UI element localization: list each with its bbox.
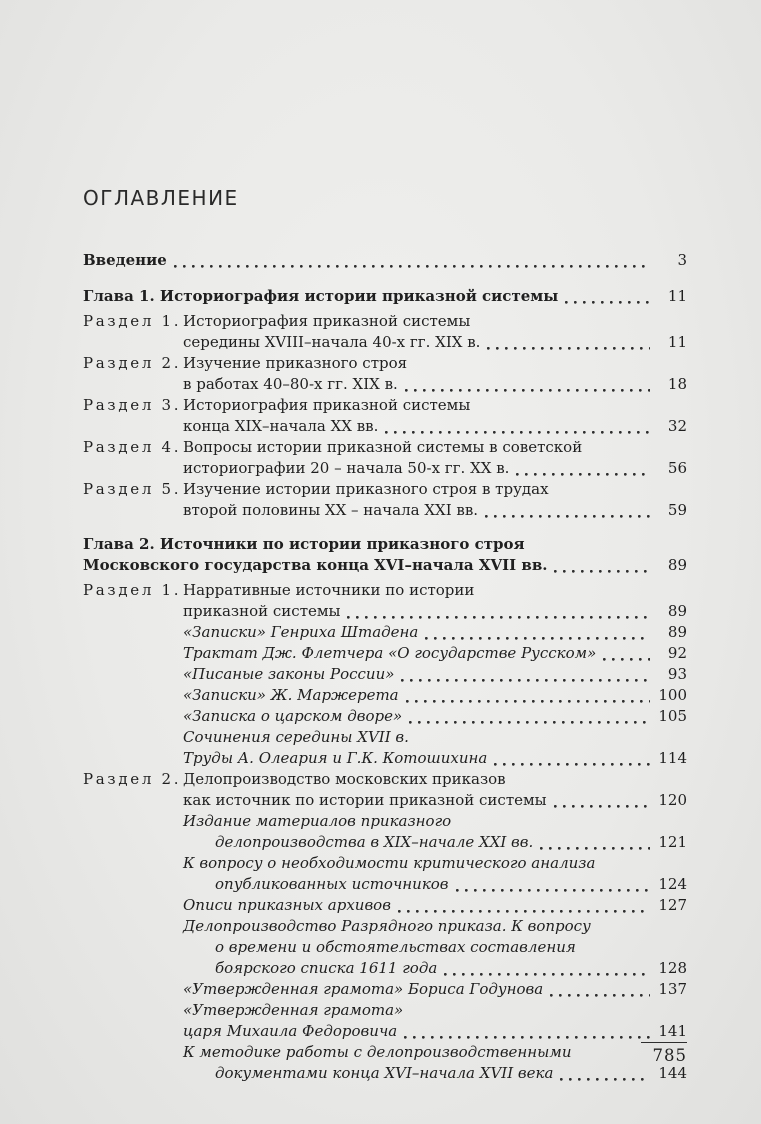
toc-entry (83, 727, 687, 769)
dots-leader (404, 1035, 650, 1039)
toc-entry-text: Вопросы истории приказной системы в советской (183, 438, 583, 456)
toc-page-number: 93 (667, 665, 687, 683)
toc-page-number: 3 (677, 251, 687, 269)
page-number-footer (641, 1042, 687, 1065)
toc-line (183, 353, 687, 374)
toc-page-number: 32 (667, 417, 687, 435)
toc-entry-body (183, 1000, 687, 1042)
toc-line (183, 811, 687, 832)
section-label: Раздел 1. (83, 581, 182, 599)
dots-leader (550, 993, 650, 997)
toc-entry-text: Сочинения середины XVII в. (183, 728, 409, 746)
section-label: Раздел 4. (83, 438, 182, 456)
dots-leader (554, 804, 650, 808)
toc-line (183, 416, 687, 437)
toc-line (183, 458, 687, 479)
toc-entry (83, 311, 687, 353)
toc-entry (83, 580, 687, 622)
toc-line (183, 332, 687, 353)
section-label: Раздел 1. (83, 312, 182, 330)
toc-page-number: 89 (667, 623, 687, 641)
toc-page-number: 128 (658, 959, 687, 977)
toc-entry-body (183, 622, 687, 643)
toc-line (183, 1063, 687, 1084)
toc-entry-text: «Записки» Ж. Маржерета (183, 686, 399, 704)
toc-entry-body (183, 853, 687, 895)
toc-line (183, 1021, 687, 1042)
toc-entry-text: К методике работы с делопроизводственными (183, 1043, 572, 1061)
dots-leader (347, 615, 650, 619)
toc-entry-text: делопроизводства в XIX–начале XXI вв. (215, 833, 534, 851)
dots-leader (540, 846, 650, 850)
toc-entry-text: Глава 2. Источники по истории приказного строя (83, 535, 525, 553)
dots-leader (485, 514, 650, 518)
toc-entry-body (183, 395, 687, 437)
toc-entry-text: второй половины XX – начала XXI вв. (183, 501, 479, 519)
toc-line (183, 706, 687, 727)
toc-entry (83, 353, 687, 395)
toc-entry-body (183, 769, 687, 811)
toc-entry-text: Изучение истории приказного строя в трудах (183, 480, 549, 498)
toc-page-number: 56 (667, 459, 687, 477)
toc-line (183, 748, 687, 769)
toc-entry-body (183, 479, 687, 521)
toc-entry-text: «Утвержденная грамота» (183, 1001, 404, 1019)
toc-page-number: 137 (658, 980, 687, 998)
dots-leader (398, 909, 650, 913)
section-label: Раздел 2. (83, 354, 182, 372)
toc-entry-text: Описи приказных архивов (183, 896, 391, 914)
toc-entry-body (183, 706, 687, 727)
toc-line (183, 916, 687, 937)
toc-line (83, 250, 687, 271)
toc-entry-body (183, 895, 687, 916)
toc-page-number: 11 (667, 287, 687, 305)
toc-entry-text: К вопросу о необходимости критического анализа (183, 854, 596, 872)
toc-line (183, 643, 687, 664)
toc-line (183, 790, 687, 811)
toc-line (83, 555, 687, 576)
toc-page-number: 89 (667, 602, 687, 620)
toc-page-number: 105 (658, 707, 687, 725)
toc-entry-text: Трактат Дж. Флетчера «О государстве Русском» (183, 644, 597, 662)
toc-line (183, 874, 687, 895)
toc-entry-text: «Писаные законы России» (183, 665, 395, 683)
toc-entry (83, 979, 687, 1000)
toc-entry-text: опубликованных источников (215, 875, 449, 893)
toc-page-number: 127 (658, 896, 687, 914)
toc-line (83, 534, 687, 555)
dots-leader (456, 888, 650, 892)
toc-entry-text: Изучение приказного строя (183, 354, 408, 372)
toc-line (183, 958, 687, 979)
toc-entry-body (183, 664, 687, 685)
toc-line (183, 395, 687, 416)
toc-line (183, 1000, 687, 1021)
dots-leader (516, 472, 650, 476)
dots-leader (565, 300, 650, 304)
toc-line (183, 979, 687, 1000)
toc-page-number: 92 (667, 644, 687, 662)
toc-line (183, 832, 687, 853)
toc-line (83, 286, 687, 307)
toc-line (183, 580, 687, 601)
toc-entry-text: историографии 20 – начала 50-х гг. XX в. (183, 459, 510, 477)
toc-entry-text: Труды А. Олеария и Г.К. Котошихина (183, 749, 488, 767)
dots-leader (406, 699, 650, 703)
toc-entry-text: Историография приказной системы (183, 396, 471, 414)
dots-leader (409, 720, 650, 724)
toc-page-number: 18 (667, 375, 687, 393)
footer-rule (641, 1042, 687, 1043)
toc-entry (83, 853, 687, 895)
toc-entry-text: середины XVIII–начала 40-х гг. XIX в. (183, 333, 481, 351)
toc-page-number: 124 (658, 875, 687, 893)
toc-line (183, 374, 687, 395)
toc-line (183, 685, 687, 706)
toc-page-number: 100 (658, 686, 687, 704)
toc-page-number: 114 (658, 749, 687, 767)
toc-line (183, 311, 687, 332)
toc-entry-text: «Утвержденная грамота» Бориса Годунова (183, 980, 544, 998)
toc-line (183, 437, 687, 458)
toc-page-number: 141 (658, 1022, 687, 1040)
toc-entry-text: царя Михаила Федоровича (183, 1022, 398, 1040)
toc-entry (83, 769, 687, 811)
toc-entry-text: Введение (83, 251, 167, 269)
section-label: Раздел 2. (83, 770, 182, 788)
toc-entry-text: «Записки» Генриха Штадена (183, 623, 419, 641)
toc-entry-body (183, 727, 687, 769)
toc-line (183, 769, 687, 790)
toc-entry (83, 685, 687, 706)
toc-entry (83, 664, 687, 685)
toc-page-number: 144 (658, 1064, 687, 1082)
toc-entry (83, 479, 687, 521)
toc-entry-text: Делопроизводство московских приказов (183, 770, 506, 788)
page-number: 785 (652, 1046, 687, 1065)
toc-entry-text: Издание материалов приказного (183, 812, 452, 830)
toc-entry (83, 1042, 687, 1084)
toc-entry-text: приказной системы (183, 602, 341, 620)
dots-leader (401, 678, 650, 682)
toc-entry-text: Делопроизводство Разрядного приказа. К вопросу (183, 917, 591, 935)
toc-line (183, 853, 687, 874)
toc-entry (83, 395, 687, 437)
toc-entry-body (183, 979, 687, 1000)
toc-entry (83, 811, 687, 853)
toc-entry-body (183, 311, 687, 353)
section-label: Раздел 5. (83, 480, 182, 498)
toc-entry-body (83, 534, 687, 576)
toc-entry-text: Нарративные источники по истории (183, 581, 475, 599)
dots-leader (560, 1077, 650, 1081)
toc-line (183, 727, 687, 748)
toc-entry-text: Историография приказной системы (183, 312, 471, 330)
section-label: Раздел 3. (83, 396, 182, 414)
toc-page-number: 121 (658, 833, 687, 851)
toc-page-number: 120 (658, 791, 687, 809)
toc-entry-text: о времени и обстоятельствах составления (215, 938, 576, 956)
toc-line (183, 895, 687, 916)
toc-entry (83, 643, 687, 664)
dots-leader (425, 636, 650, 640)
toc-entry-body (83, 250, 687, 271)
toc-line (183, 500, 687, 521)
toc-list (83, 250, 687, 1084)
toc-entry-text: «Записка о царском дворе» (183, 707, 403, 725)
toc-entry (83, 250, 687, 271)
dots-leader (174, 264, 650, 268)
toc-entry-text: Московского государства конца XVI–начала XVII вв. (83, 556, 548, 574)
toc-entry-text: конца XIX–начала XX вв. (183, 417, 379, 435)
toc-entry (83, 1000, 687, 1042)
toc-entry (83, 895, 687, 916)
toc-entry-body (183, 437, 687, 479)
toc-line (183, 601, 687, 622)
toc-line (183, 479, 687, 500)
toc-entry-body (183, 811, 687, 853)
toc-entry-text: Глава 1. Историография истории приказной системы (83, 287, 559, 305)
toc-page-number: 89 (667, 556, 687, 574)
page-title: ОГЛАВЛЕНИЕ (83, 186, 239, 210)
toc-page-number: 59 (667, 501, 687, 519)
dots-leader (444, 972, 650, 976)
toc-entry-body (183, 685, 687, 706)
dots-leader (554, 569, 650, 573)
dots-leader (385, 430, 650, 434)
toc-entry (83, 286, 687, 307)
toc-page-number: 11 (667, 333, 687, 351)
toc-line (183, 937, 687, 958)
dots-leader (603, 657, 650, 661)
toc-line (183, 622, 687, 643)
toc-line (183, 664, 687, 685)
dots-leader (487, 346, 650, 350)
toc-entry-text: боярского списка 1611 года (215, 959, 438, 977)
toc-entry-text: в работах 40–80-х гг. XIX в. (183, 375, 398, 393)
toc-entry (83, 622, 687, 643)
dots-leader (405, 388, 650, 392)
toc-entry-text: как источник по истории приказной системы (183, 791, 547, 809)
toc-entry (83, 706, 687, 727)
toc-entry-body (183, 643, 687, 664)
toc-entry-body (83, 286, 687, 307)
toc-line (183, 1042, 687, 1063)
toc-entry (83, 916, 687, 979)
toc-entry (83, 534, 687, 576)
toc-entry-body (183, 580, 687, 622)
toc-entry-body (183, 916, 687, 979)
toc-entry (83, 437, 687, 479)
toc-entry-text: документами конца XVI–начала XVII века (215, 1064, 554, 1082)
book-page-content (83, 0, 687, 1084)
toc-entry-body (183, 1042, 687, 1084)
dots-leader (494, 762, 650, 766)
toc-entry-body (183, 353, 687, 395)
